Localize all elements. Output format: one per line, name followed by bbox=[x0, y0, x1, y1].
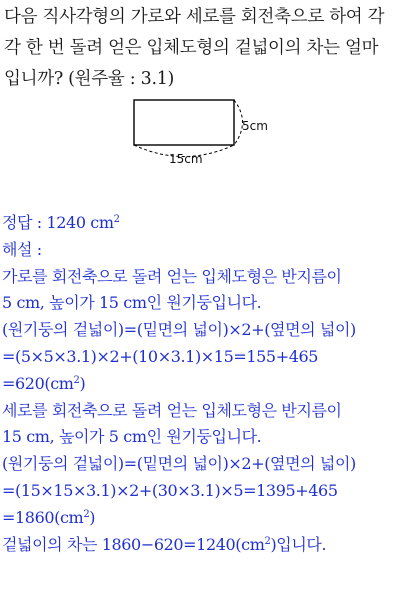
question-text bbox=[4, 2, 398, 95]
rectangle-figure bbox=[96, 92, 316, 174]
question-line-3: 입니까? (원주율 : 3.1) bbox=[4, 69, 175, 89]
solution-line-9: =(15×15×3.1)×2+(30×3.1)×5=1395+465 bbox=[2, 480, 338, 500]
solution-line-10: $=1860(cm^2)$ bbox=[2, 507, 96, 527]
answer-line: 정답 : 1240 $cm^2$ bbox=[2, 213, 120, 232]
rectangle-shape bbox=[134, 100, 234, 145]
solution-line-1: 가로를 회전축으로 돌려 얻는 입체도형은 반지름이 bbox=[2, 266, 342, 286]
solution-line-6: 세로를 회전축으로 돌려 얻는 입체도형은 반지름이 bbox=[2, 400, 342, 420]
question-line-1: 다음 직사각형의 가로와 세로를 회전축으로 하여 각 bbox=[4, 7, 385, 27]
solution-line-8: (원기둥의 겉넓이)=(밑면의 넓이)×2+(옆면의 넓이) bbox=[2, 454, 356, 474]
solution-line-7: 15 cm, 높이가 5 cm인 원기둥입니다. bbox=[2, 427, 262, 447]
solution-line-4: =(5×5×3.1)×2+(10×3.1)×15=155+465 bbox=[2, 346, 319, 366]
question-line-2: 각 한 번 돌려 얻은 입체도형의 겉넓이의 차는 얼마 bbox=[4, 38, 379, 58]
solution-line-11: 겉넓이의 차는 $1860-620=1240(cm^2)$입니다. bbox=[2, 534, 327, 554]
width-label: 15cm bbox=[169, 152, 203, 166]
solution-line-3: (원기둥의 겉넓이)=(밑면의 넓이)×2+(옆면의 넓이) bbox=[2, 320, 356, 340]
solution-text bbox=[2, 210, 398, 558]
solution-line-5: $=620(cm^2)$ bbox=[2, 373, 86, 393]
explanation-label: 해설 : bbox=[2, 239, 42, 259]
height-label: 5cm bbox=[242, 119, 268, 133]
solution-line-2: 5 cm, 높이가 15 cm인 원기둥입니다. bbox=[2, 293, 262, 313]
rectangle-diagram bbox=[96, 92, 316, 174]
